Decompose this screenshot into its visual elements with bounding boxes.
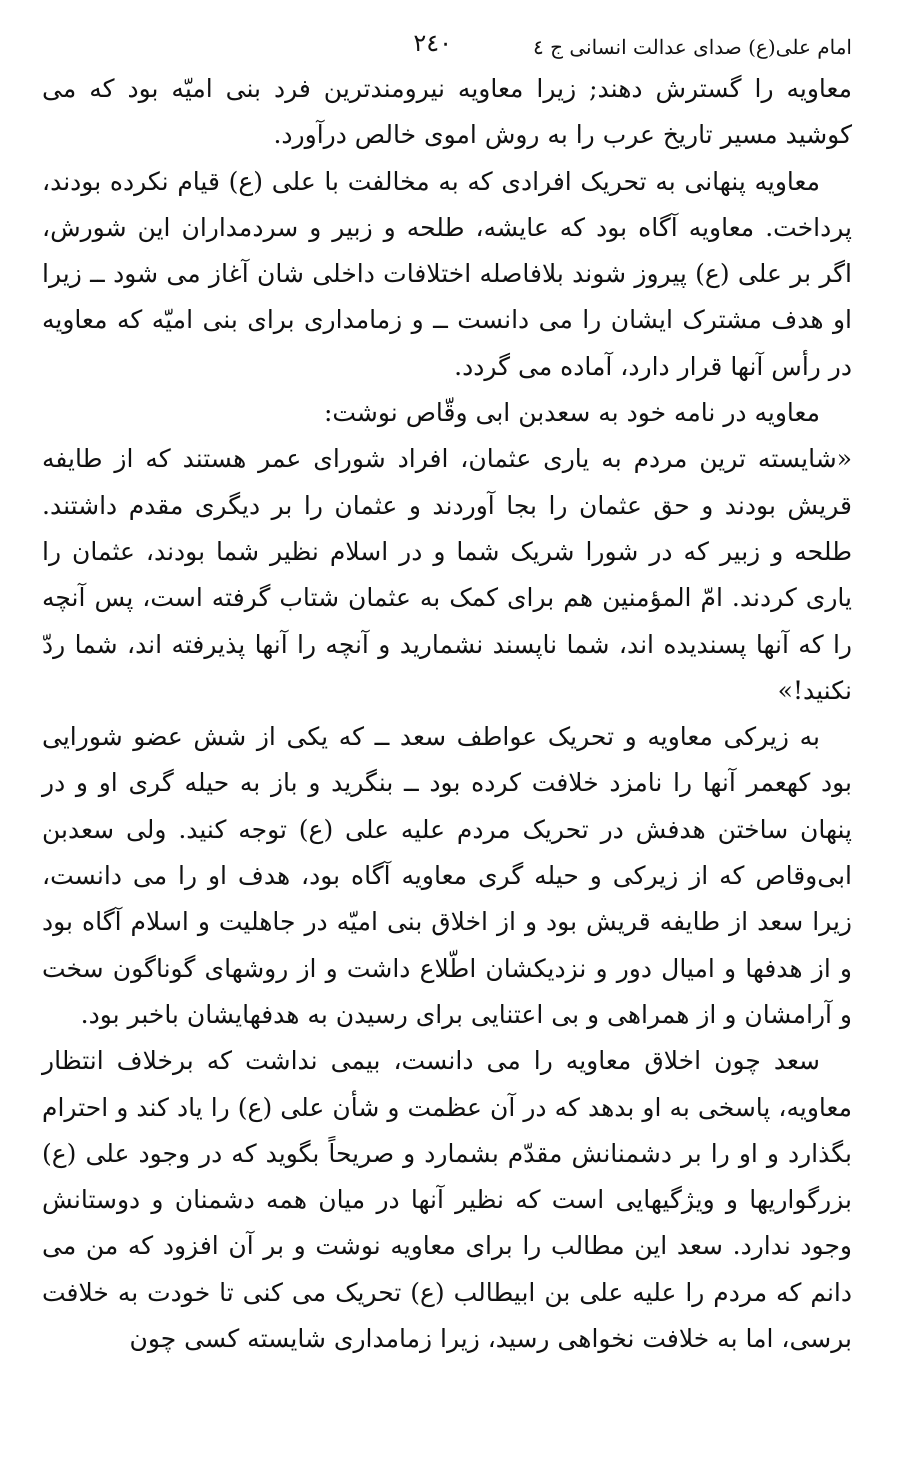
running-title: امام علی(ع) صدای عدالت انسانی ج ٤ [532, 35, 852, 59]
page-number: ٢٤٠ [413, 29, 452, 57]
quotation-paragraph: «شایسته ترین مردم به یاری عثمان، افراد شورای عمر هستند که از طایفه قریش بودند و حق عثمان را بجا آوردند و عثمان را بر دیگری مقدم داشتند. طلحه و زبیر که در شورا شریک شما و در اسلام نظیر شما بودند، عثمان را یاری کردند. امّ المؤمنین هم برای کمک به عثمان شتاب گرفته است، پس آنچه را که آنها پسندیده اند، شما ناپسند نشمارید و آنچه را آنها پذیرفته اند، شما ردّ نکنید!» [42, 444, 852, 705]
paragraph-continuation: معاویه را گسترش دهند; زیرا معاویه نیرومندترین فرد بنی امیّه بود که می کوشید مسیر تاریخ عرب را به روش اموی خالص درآورد. [42, 74, 852, 150]
page-header [42, 30, 852, 64]
paragraph: سعد چون اخلاق معاویه را می دانست، بیمی نداشت که برخلاف انتظار معاویه، پاسخی به او بدهد که در آن عظمت و شأن علی (ع) را یاد کند و احترام بگذارد و او را بر دشمنانش مقدّم بشمارد و صریحاً بگوید که در وجود علی (ع) بزرگواریها و ویژگیهایی است که نظیر آنها در میان همه دشمنان و دوستانش وجود ندارد. سعد این مطالب را برای معاویه نوشت و بر آن افزود که من می دانم که مردم را علیه علی بن ابیطالب (ع) تحریک می کنی تا خودت به خلافت برسی، اما به خلافت نخواهی رسید، زیرا زمامداری شایسته کسی چون [42, 1046, 852, 1354]
book-page [42, 30, 852, 1362]
paragraph: معاویه در نامه خود به سعدبن ابی وقّاص نوشت: [323, 398, 820, 428]
body-text [42, 66, 852, 1362]
paragraph: معاویه پنهانی به تحریک افرادی که به مخالفت با علی (ع) قیام نکرده بودند، پرداخت. معاویه آگاه بود که عایشه، طلحه و زبیر و سردمداران این شورش، اگر بر علی (ع) پیروز شوند بلافاصله اختلافات داخلی شان آغاز می شود ــ زیرا او هدف مشترک ایشان را می دانست ــ و زمامداری برای بنی امیّه که معاویه در رأس آنها قرار دارد، آماده می گردد. [42, 166, 852, 381]
paragraph: به زیرکی معاویه و تحریک عواطف سعد ــ که یکی از شش عضو شورایی بود کهعمر آنها را نامزد خلافت کرده بود ــ بنگرید و باز به حیله گری او و در پنهان ساختن هدفش در تحریک مردم علیه علی (ع) توجه کنید. ولی سعدبن ابی‌وقاص که از زیرکی و حیله گری معاویه آگاه بود، هدف او را می دانست، زیرا سعد از طایفه قریش بود و از اخلاق بنی امیّه در جاهلیت و اسلام آگاه بود و از هدفها و امیال دور و نزدیکشان اطّلاع داشت و از روشهای گوناگون سخت و آرامشان و از همراهی و بی اعتنایی برای رسیدن به هدفهایشان باخبر بود. [42, 722, 852, 1029]
